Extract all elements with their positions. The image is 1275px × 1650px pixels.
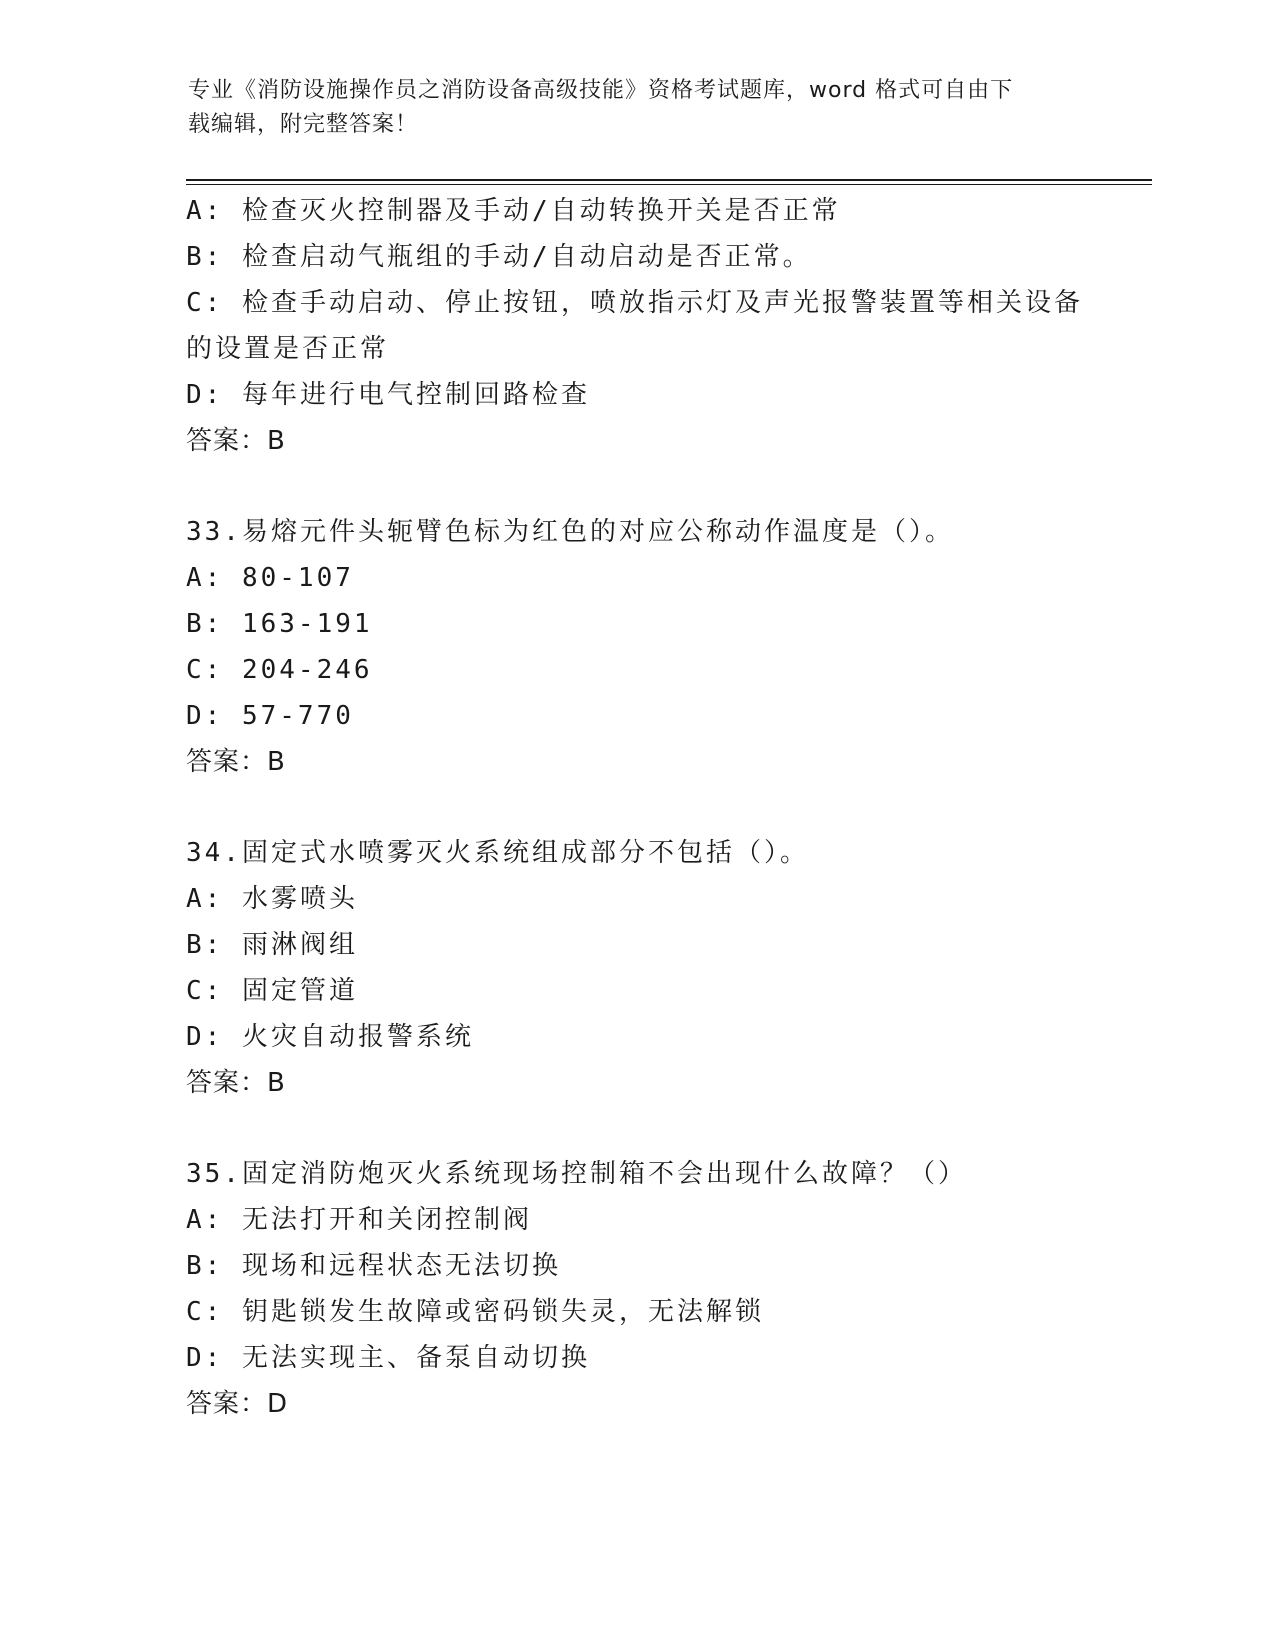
question-block-35 (186, 1151, 1086, 1427)
option-c: C: 钥匙锁发生故障或密码锁失灵，无法解锁 (186, 1297, 764, 1327)
question-spacer (186, 785, 1086, 830)
answer-line: 答案：B (186, 1068, 286, 1098)
question-block-34 (186, 830, 1086, 1106)
header-line-2: 载编辑，附完整答案！ (188, 112, 419, 137)
question-text: 35.固定消防炮灭火系统现场控制箱不会出现什么故障？（） (186, 1159, 967, 1189)
question-text: 34.固定式水喷雾灭火系统组成部分不包括（）。 (186, 838, 809, 868)
option-a: A: 检查灭火控制器及手动/自动转换开关是否正常 (186, 196, 841, 226)
header-divider-thick (186, 179, 1152, 181)
answer-line: 答案：D (186, 1389, 289, 1419)
option-d: D: 每年进行电气控制回路检查 (186, 380, 590, 410)
option-b: B: 检查启动气瓶组的手动/自动启动是否正常。 (186, 242, 812, 272)
option-d: D: 57-770 (186, 701, 354, 731)
option-a: A: 水雾喷头 (186, 884, 358, 914)
question-text: 33.易熔元件头轭臂色标为红色的对应公称动作温度是（）。 (186, 517, 954, 547)
question-block-32 (186, 188, 1086, 464)
question-spacer (186, 1106, 1086, 1151)
header-divider-thin (186, 184, 1152, 185)
option-c: C: 检查手动启动、停止按钮，喷放指示灯及声光报警装置等相关设备 (186, 288, 1083, 318)
question-block-33 (186, 509, 1086, 785)
option-a: A: 80-107 (186, 563, 354, 593)
question-spacer (186, 464, 1086, 509)
option-c: C: 204-246 (186, 655, 373, 685)
option-b: B: 现场和远程状态无法切换 (186, 1251, 561, 1281)
option-b: B: 163-191 (186, 609, 373, 639)
option-d: D: 无法实现主、备泵自动切换 (186, 1343, 590, 1373)
option-c-continued: 的设置是否正常 (186, 334, 390, 364)
answer-line: 答案：B (186, 426, 286, 456)
header-line-1: 专业《消防设施操作员之消防设备高级技能》资格考试题库，word 格式可自由下 (188, 78, 1014, 103)
answer-line: 答案：B (186, 747, 286, 777)
question-list (186, 188, 1086, 1427)
option-c: C: 固定管道 (186, 976, 358, 1006)
option-a: A: 无法打开和关闭控制阀 (186, 1205, 532, 1235)
option-d: D: 火灾自动报警系统 (186, 1022, 474, 1052)
option-b: B: 雨淋阀组 (186, 930, 358, 960)
document-header (188, 74, 1088, 142)
